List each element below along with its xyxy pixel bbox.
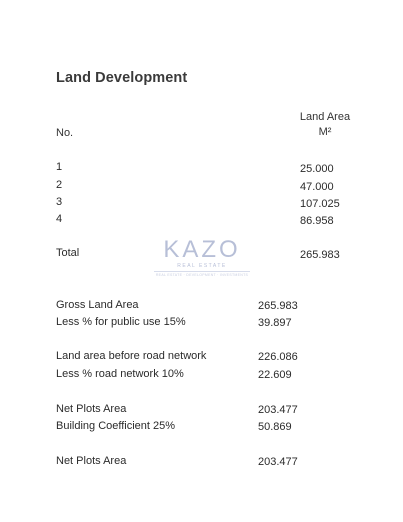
watermark-tagline: REAL ESTATE · DEVELOPMENT · INVESTMENTS [155, 273, 249, 277]
summary-label: Net Plots Area [56, 455, 127, 467]
summary-value: 203.477 [258, 404, 298, 416]
total-label: Total [56, 247, 80, 259]
watermark-divider [154, 271, 250, 272]
summary-value: 265.983 [258, 300, 298, 312]
row-area: 47.000 [300, 181, 334, 193]
row-area: 25.000 [300, 163, 334, 175]
summary-value: 226.086 [258, 351, 298, 363]
watermark-subtitle: REAL ESTATE [177, 263, 227, 269]
summary-value: 50.869 [258, 421, 292, 433]
total-value: 265.983 [300, 249, 340, 261]
summary-label: Net Plots Area [56, 403, 127, 415]
row-number: 1 [56, 161, 63, 173]
watermark-brand: KAZO [163, 236, 241, 263]
summary-value: 22.609 [258, 369, 292, 381]
row-number: 4 [56, 213, 63, 225]
kazo-watermark-logo [150, 238, 254, 277]
summary-label: Gross Land Area [56, 299, 139, 311]
summary-label: Less % for public use 15% [56, 316, 186, 328]
column-header-no: No. [56, 127, 74, 139]
column-header-land-area [290, 110, 360, 140]
land-area-unit: M² [318, 126, 332, 138]
row-number: 3 [56, 196, 63, 208]
row-number: 2 [56, 179, 63, 191]
row-area: 107.025 [300, 198, 340, 210]
land-area-label: Land Area [299, 111, 351, 123]
row-area: 86.958 [300, 215, 334, 227]
summary-value: 39.897 [258, 317, 292, 329]
summary-label: Building Coefficient 25% [56, 420, 176, 432]
document-title: Land Development [56, 70, 188, 86]
summary-label: Land area before road network [56, 350, 207, 362]
summary-label: Less % road network 10% [56, 368, 184, 380]
summary-value: 203.477 [258, 456, 298, 468]
